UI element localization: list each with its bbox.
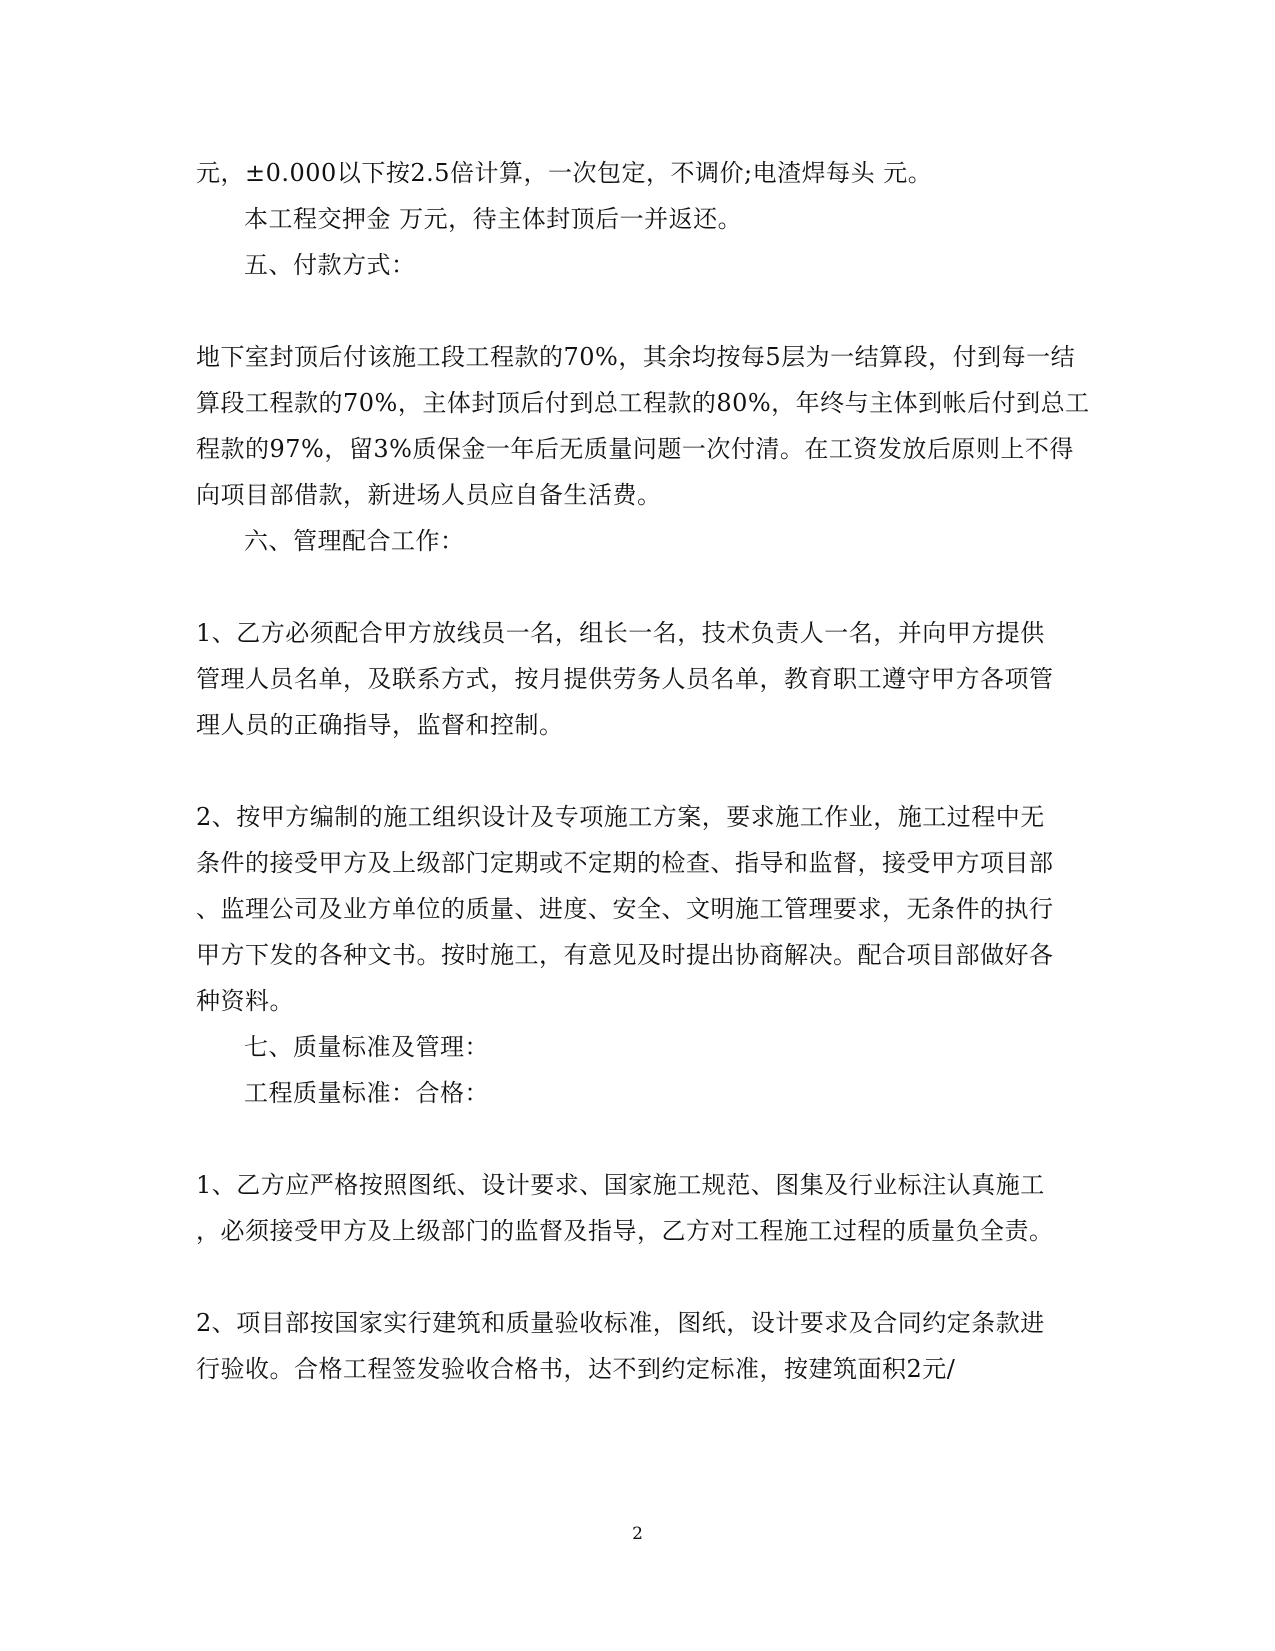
text-line: 元，±0.000以下按2.5倍计算，一次包定，不调价;电渣焊每头 元。 bbox=[196, 159, 933, 187]
text-line: 、监理公司及业方单位的质量、进度、安全、文明施工管理要求，无条件的执行 bbox=[196, 895, 1054, 923]
text-line: 本工程交押金 万元，待主体封顶后一并返还。 bbox=[244, 205, 743, 233]
text-line: 理人员的正确指导，监督和控制。 bbox=[196, 711, 564, 739]
text-line: 地下室封顶后付该施工段工程款的70%，其余均按每5层为一结算段，付到每一结 bbox=[196, 343, 1076, 371]
page-number: 2 bbox=[632, 1524, 643, 1544]
text-line: ，必须接受甲方及上级部门的监督及指导，乙方对工程施工过程的质量负全责。 bbox=[196, 1217, 1054, 1245]
text-line: 2、项目部按国家实行建筑和质量验收标准，图纸，设计要求及合同约定条款进 bbox=[196, 1309, 1045, 1337]
text-line: 种资料。 bbox=[196, 987, 294, 1015]
text-line: 1、乙方必须配合甲方放线员一名，组长一名，技术负责人一名，并向甲方提供 bbox=[196, 619, 1045, 647]
text-line: 甲方下发的各种文书。按时施工，有意见及时提出协商解决。配合项目部做好各 bbox=[196, 941, 1054, 969]
text-line: 1、乙方应严格按照图纸、设计要求、国家施工规范、图集及行业标注认真施工 bbox=[196, 1171, 1045, 1199]
text-line: 工程质量标准：合格： bbox=[244, 1079, 489, 1107]
text-line: 算段工程款的70%，主体封顶后付到总工程款的80%，年终与主体到帐后付到总工 bbox=[196, 389, 1090, 417]
text-line: 条件的接受甲方及上级部门定期或不定期的检查、指导和监督，接受甲方项目部 bbox=[196, 849, 1054, 877]
text-line: 管理人员名单，及联系方式，按月提供劳务人员名单，教育职工遵守甲方各项管 bbox=[196, 665, 1054, 693]
text-line: 向项目部借款，新进场人员应自备生活费。 bbox=[196, 481, 662, 509]
text-line: 程款的97%，留3%质保金一年后无质量问题一次付清。在工资发放后原则上不得 bbox=[196, 435, 1074, 463]
section-heading: 七、质量标准及管理： bbox=[244, 1033, 489, 1061]
text-line: 行验收。合格工程签发验收合格书，达不到约定标准，按建筑面积2元/ bbox=[196, 1355, 956, 1383]
text-line: 2、按甲方编制的施工组织设计及专项施工方案，要求施工作业，施工过程中无 bbox=[196, 803, 1045, 831]
section-heading: 五、付款方式： bbox=[244, 251, 416, 279]
section-heading: 六、管理配合工作： bbox=[244, 527, 465, 555]
